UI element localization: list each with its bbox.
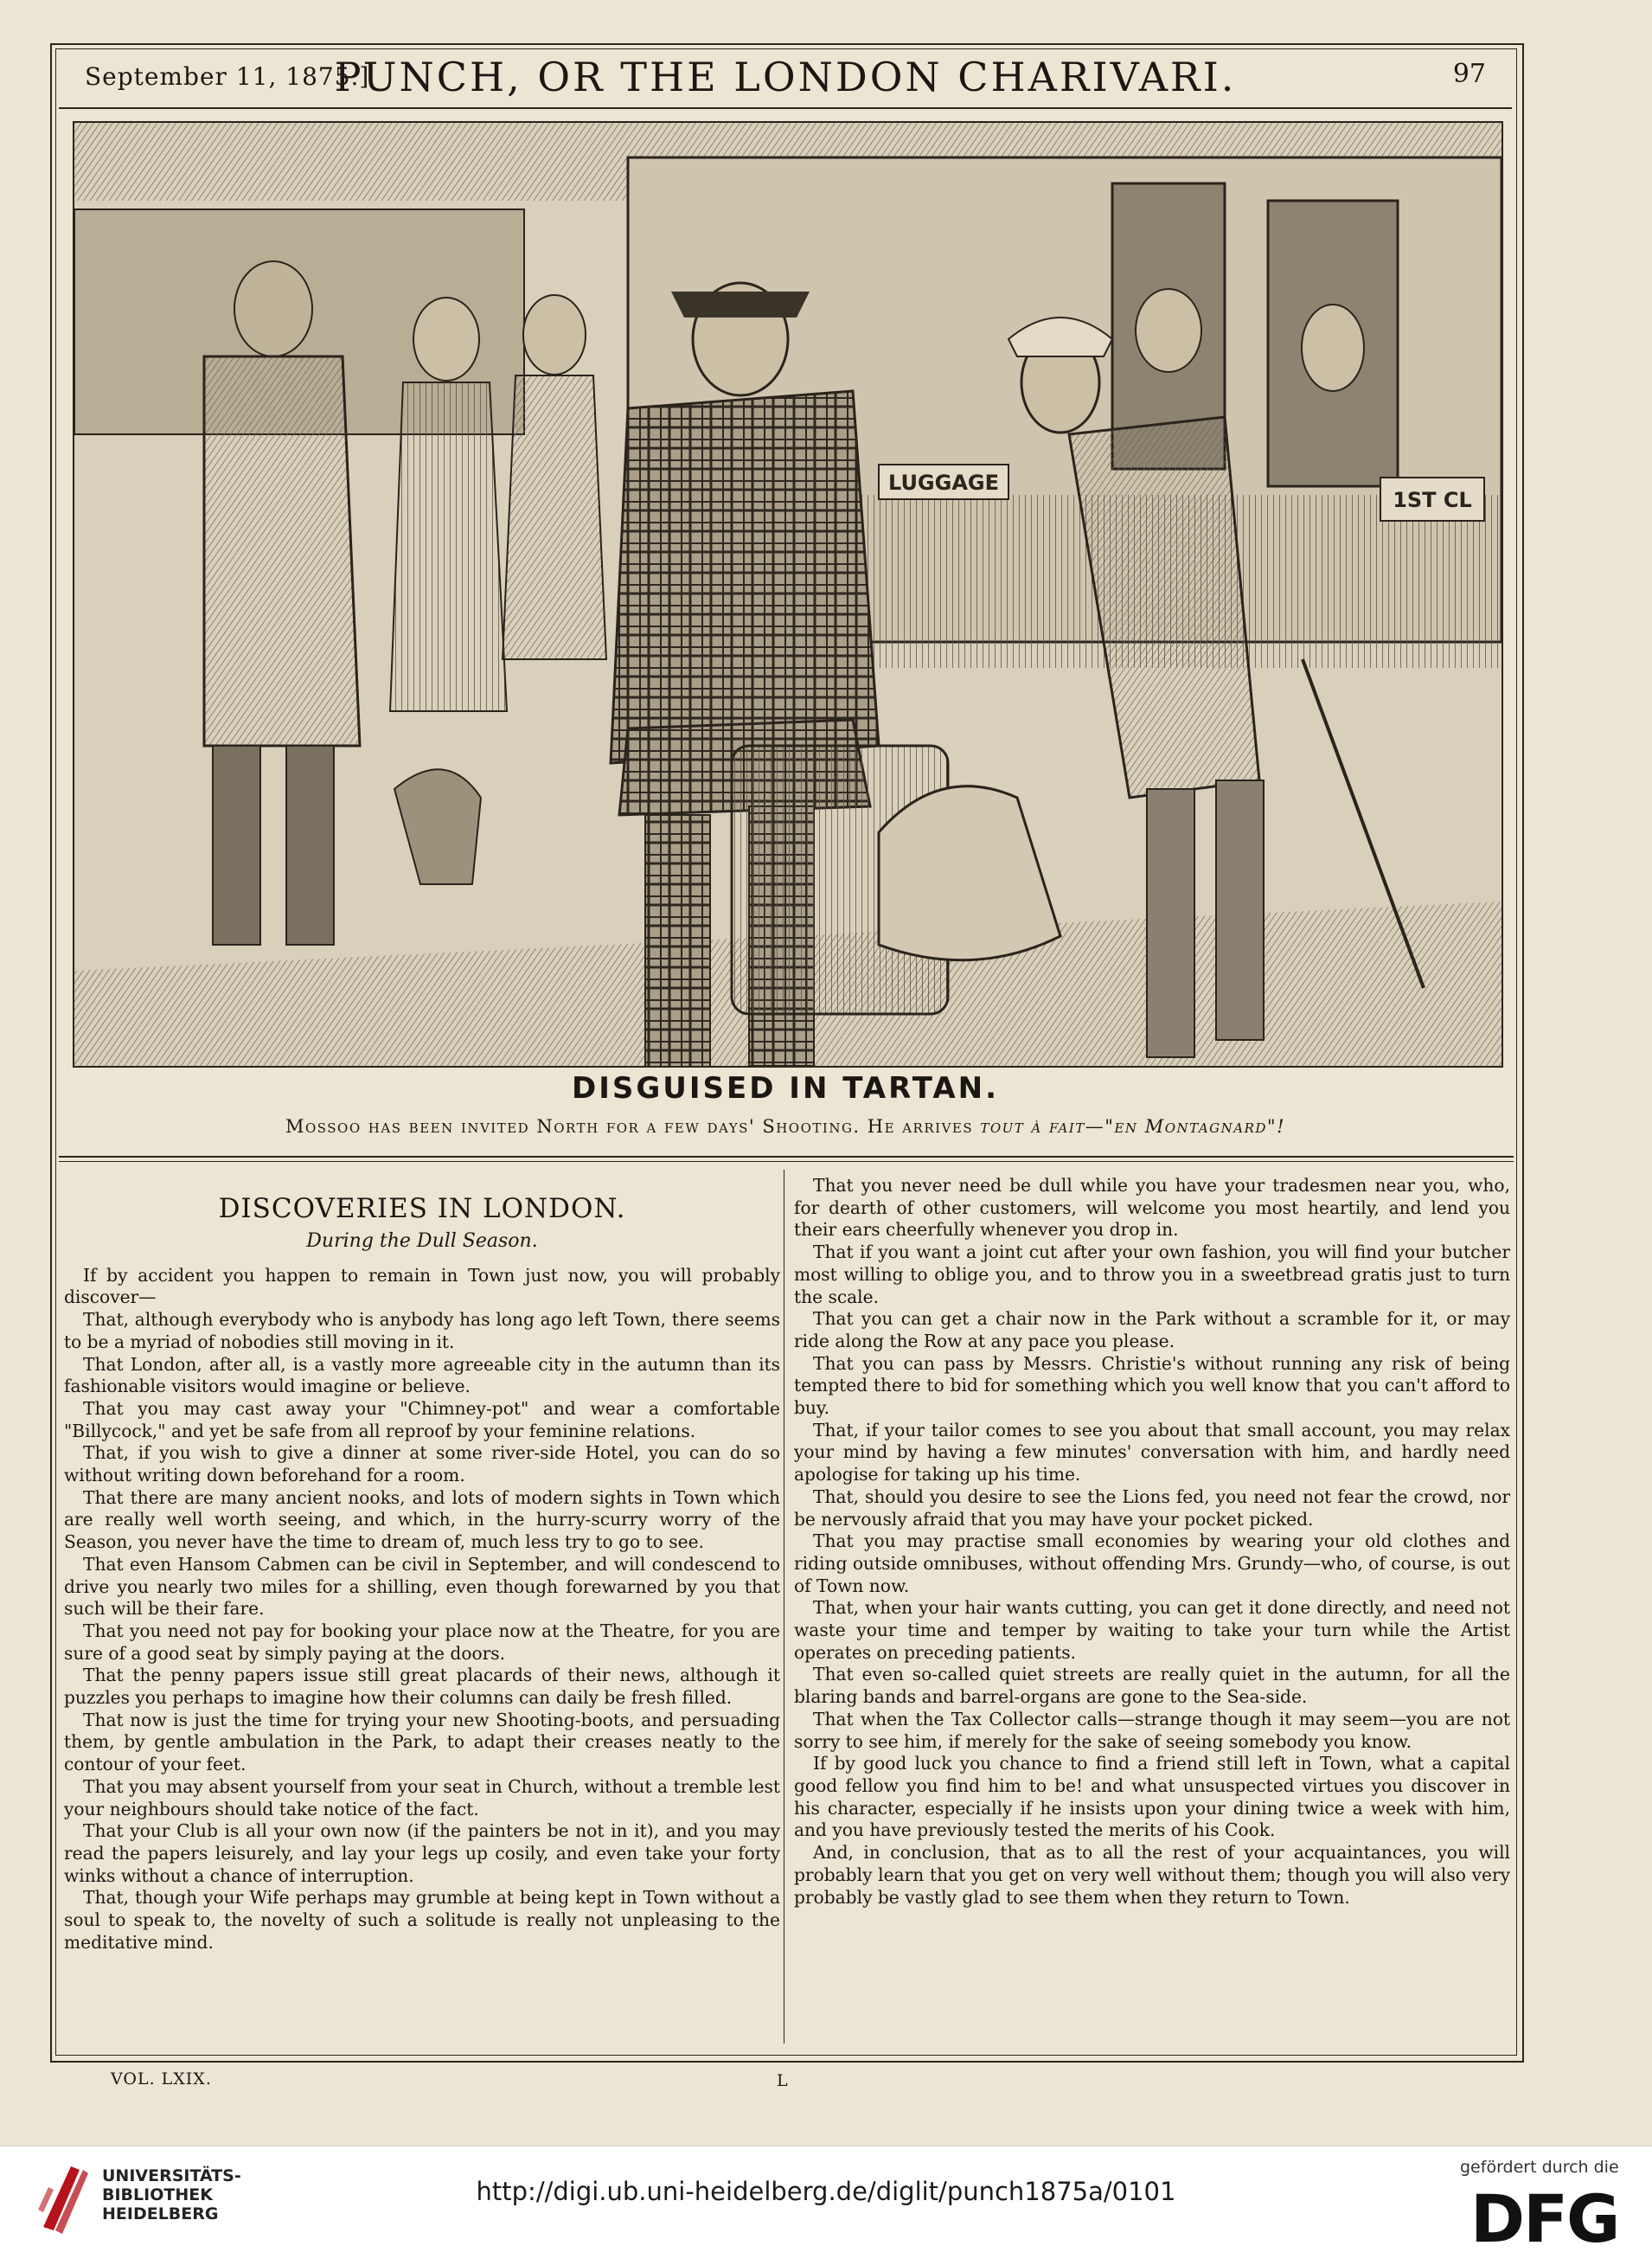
cartoon-engraving [74, 123, 1502, 1066]
article-paragraph: That the penny papers issue still great placards of their news, although it puzzles you perhaps to imagine how their columns can daily be fresh filled. [64, 1665, 780, 1709]
article-paragraph: That you may absent yourself from your seat in Church, without a tremble lest your neighbours should take notice of the fact. [64, 1775, 780, 1819]
cartoon-illustration [73, 121, 1503, 1068]
library-name-line2: BIBLIOTHEK [102, 2185, 213, 2204]
article-paragraph: That you never need be dull while you have your tradesmen near you, who, for dearth of other customers, will welcome you most heartily, and lend you their ears cheerfully whenever you drop in. [794, 1175, 1510, 1241]
article-paragraph: That, although everybody who is anybody has long ago left Town, there seems to be a myriad of nobodies still moving in it. [64, 1309, 780, 1352]
masthead [59, 52, 1512, 109]
article-paragraph: That you may practise small economies by wearing your old clothes and riding outside omnibuses, without offending Mrs. Grundy—who, of course, is out of Town now. [794, 1530, 1510, 1596]
permalink-url[interactable]: http://digi.ub.uni-heidelberg.de/diglit/punch1875a/0101 [476, 2177, 1176, 2206]
dfg-logo[interactable]: DFG [1470, 2180, 1619, 2257]
luggage-sign-text: LUGGAGE [888, 471, 999, 495]
section-rule-thin [59, 1161, 1514, 1162]
article-paragraph: That when the Tax Collector calls—strange though it may seem—you are not sorry to see him, if merely for the sake of seeing somebody you know. [794, 1708, 1510, 1752]
cartoon-subtitle-italic: tout à fait—"en Montagnard"! [980, 1116, 1286, 1137]
article-paragraph: If by accident you happen to remain in Town just now, you will probably discover— [64, 1264, 780, 1308]
article-paragraph: And, in conclusion, that as to all the rest of your acquaintances, you will probably learn that you get on very well without them; though you will also very probably be vastly glad to see them when they return to Town. [794, 1842, 1510, 1908]
article-paragraph: That London, after all, is a vastly more agreeable city in the autumn than its fashionable visitors would imagine or believe. [64, 1353, 780, 1397]
right-column-text [794, 1175, 1510, 1909]
article-paragraph: That now is just the time for trying your new Shooting-boots, and persuading them, by gentle ambulation in the Park, to adapt their creases neatly to the contour of your feet. [64, 1709, 780, 1775]
article-paragraph: That you may cast away your "Chimney-pot" and wear a comfortable "Billycock," and yet be safe from all reproof by your feminine relations. [64, 1397, 780, 1441]
left-column-text [64, 1265, 780, 1954]
funded-by-label: gefördert durch die [1460, 2158, 1619, 2177]
article-paragraph: That you need not pay for booking your place now at the Theatre, for you are sure of a good seat by simply paying at the doors. [64, 1620, 780, 1664]
article-paragraph: That, if your tailor comes to see you about that small account, you may relax your mind by having a few minutes' conversation with him, and hardly need apologise for taking up his time. [794, 1419, 1510, 1485]
masthead-title: PUNCH, OR THE LONDON CHARIVARI. [334, 54, 1237, 100]
masthead-date: September 11, 1875.] [85, 62, 370, 91]
article-paragraph: If by good luck you chance to find a friend still left in Town, what a capital good fellow you find him to be! and what unsuspected virtues you discover in his character, especially if he insists upon your dining twice a week with him, and you have previously tested the merits of his Cook. [794, 1753, 1510, 1841]
article-paragraph: That, if you wish to give a dinner at some river-side Hotel, you can do so without writing down beforehand for a room. [64, 1442, 780, 1486]
library-name-line3: HEIDELBERG [102, 2204, 219, 2223]
article-paragraph: That even Hansom Cabmen can be civil in September, and will condescend to drive you nearly two miles for a shilling, even though forewarned by you that such will be their fare. [64, 1553, 780, 1620]
cartoon-title: DISGUISED IN TARTAN. [572, 1071, 999, 1106]
first-class-sign-text: 1ST CL [1393, 488, 1472, 512]
library-name-line1: UNIVERSITÄTS- [102, 2166, 241, 2185]
section-rule [59, 1156, 1514, 1158]
cartoon-subtitle [59, 1116, 1512, 1137]
article-paragraph: That you can get a chair now in the Park without a scramble for it, or may ride along the Row at any pace you please. [794, 1308, 1510, 1351]
old-man-at-window [1302, 305, 1364, 391]
article-paragraph: That if you want a joint cut after your own fashion, you will find your butcher most willing to oblige you, and to throw you in a sweetbread gratis just to turn the scale. [794, 1242, 1510, 1307]
article-paragraph: That, when your hair wants cutting, you can get it done directly, and need not waste your time and temper by waiting to take your turn while the Artist operates on preceding patients. [794, 1597, 1510, 1663]
article-title: DISCOVERIES IN LONDON. [218, 1193, 626, 1224]
page-number: 97 [1452, 59, 1486, 89]
article-paragraph: That, should you desire to see the Lions fed, you need not fear the crowd, nor be nervously afraid that you may have your pocket picked. [794, 1485, 1510, 1530]
article-paragraph: That you can pass by Messrs. Christie's without running any risk of being tempted there to bid for something which you well know that you can't afford to buy. [794, 1352, 1510, 1419]
article-subtitle: During the Dull Season. [306, 1230, 538, 1252]
article-paragraph: That, though your Wife perhaps may grumble at being kept in Town without a soul to speak to, the novelty of such a solitude is really not unpleasing to the meditative mind. [64, 1887, 780, 1953]
left-column [64, 1175, 780, 2042]
signature-mark: L [777, 2071, 788, 2090]
article-paragraph: That even so-called quiet streets are really quiet in the autumn, for all the blaring bands and barrel-organs are gone to the Sea-side. [794, 1664, 1510, 1708]
cartoon-subtitle-text: Mossoo has been invited North for a few days' Shooting. He arrives [285, 1116, 981, 1137]
right-column [794, 1175, 1510, 2042]
article-paragraph: That there are many ancient nooks, and lots of modern sights in Town which are really well worth seeing, and which, in the hurry-scurry worry of the Season, you never have the time to dream of, much less try to go to see. [64, 1486, 780, 1553]
lady-at-window [1136, 289, 1201, 372]
article-paragraph: That your Club is all your own now (if the painters be not in it), and you may read the papers leisurely, and lay your legs up cosily, and even take your forty winks without a chance of interruption. [64, 1820, 780, 1886]
volume-label: VOL. LXIX. [111, 2069, 212, 2089]
